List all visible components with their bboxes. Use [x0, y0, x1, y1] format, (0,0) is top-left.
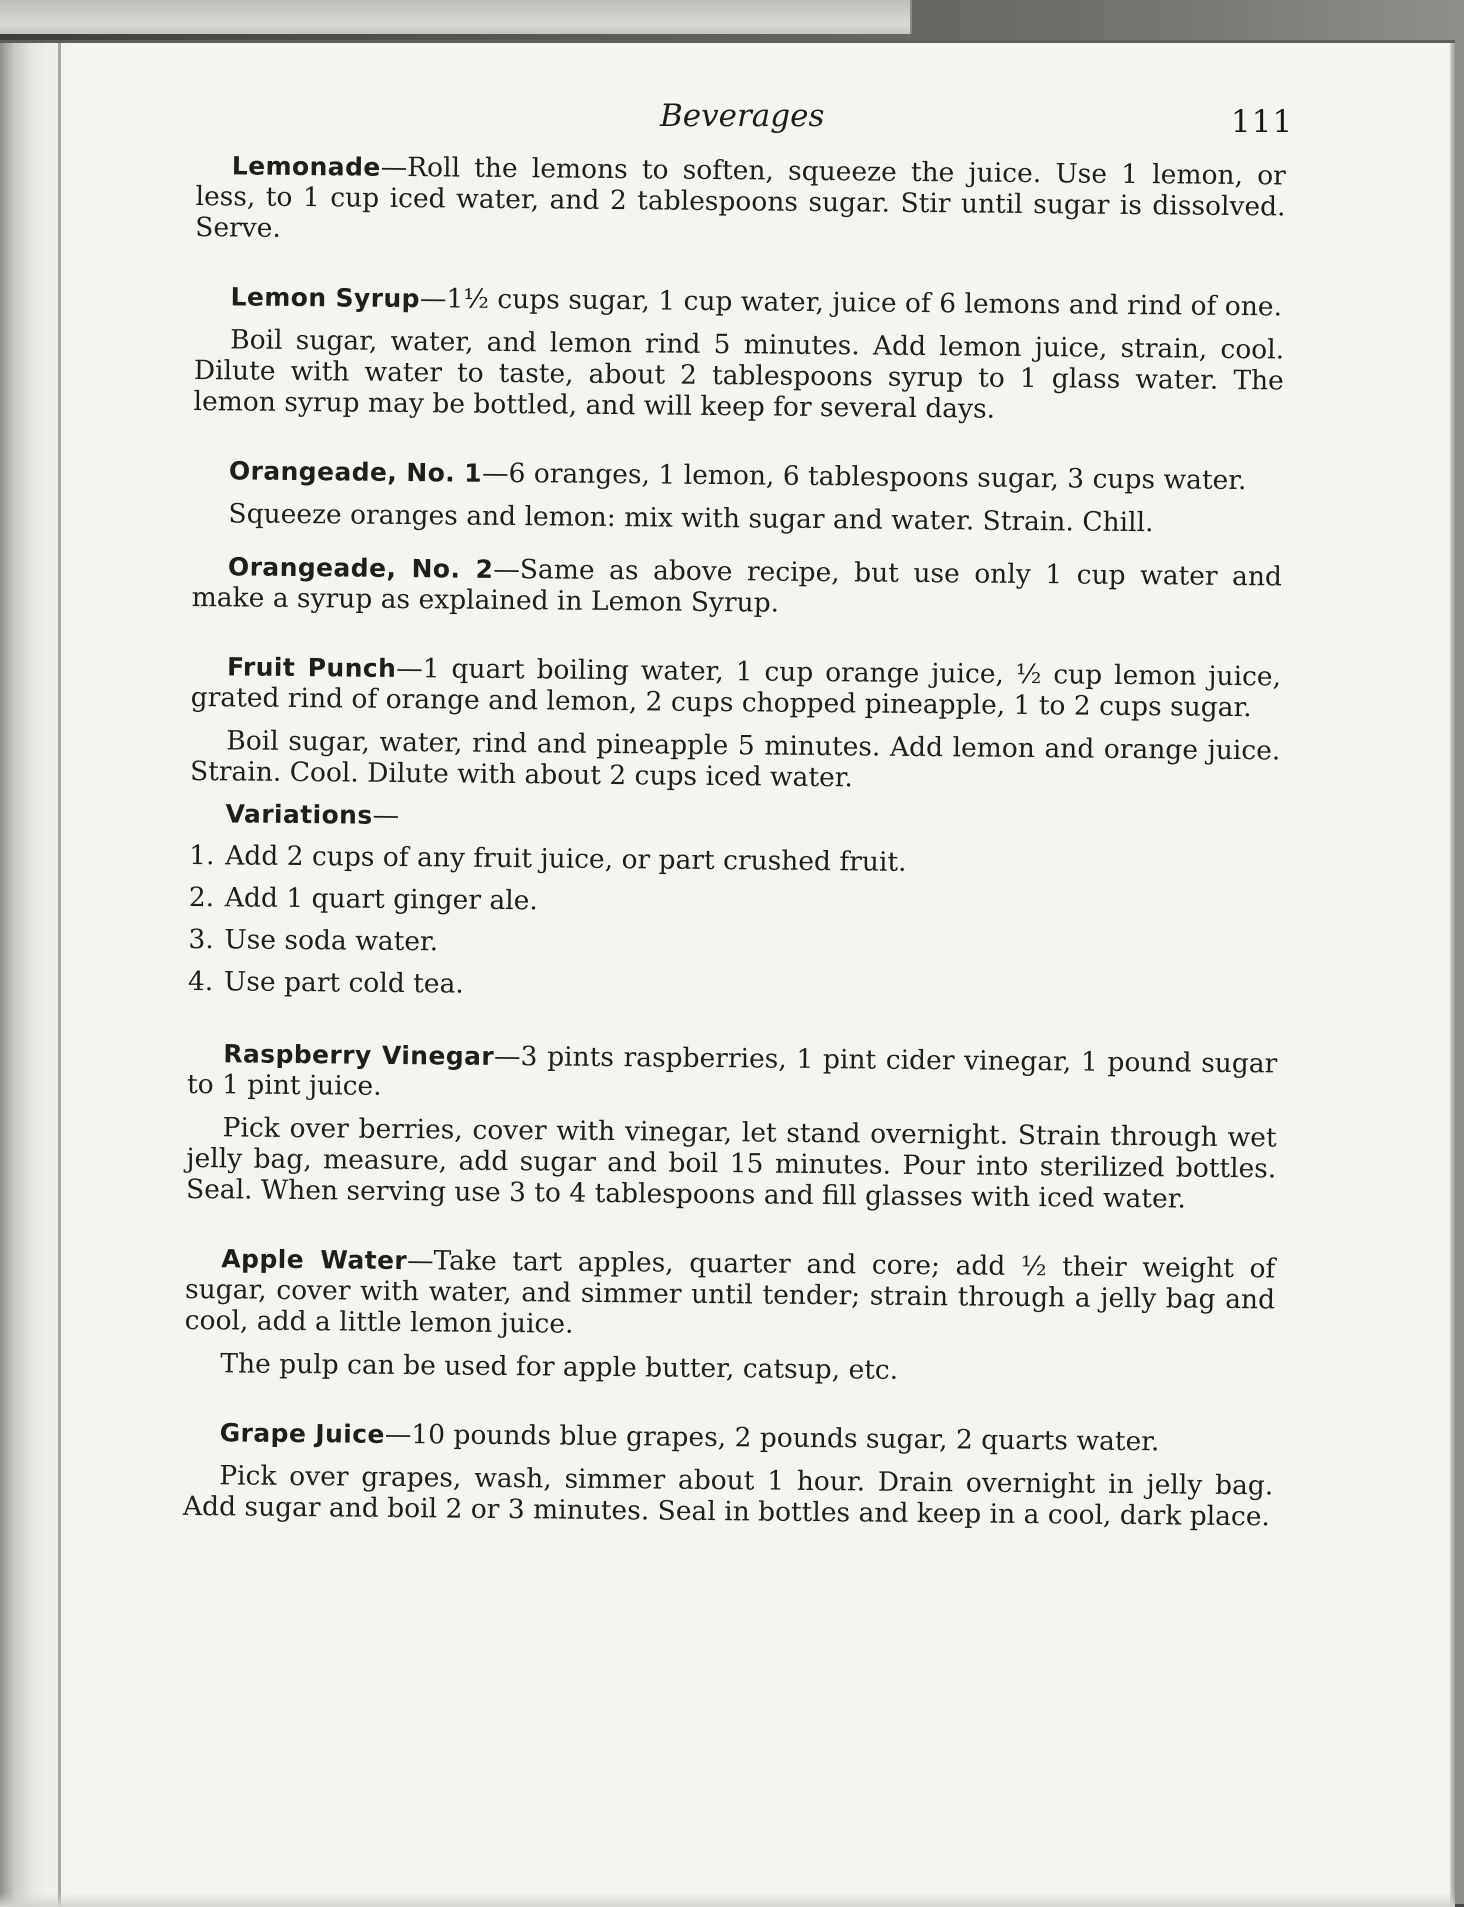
running-header-title: Beverages — [660, 98, 825, 134]
gutter-shadow — [0, 43, 72, 1907]
list-number: 2. — [188, 881, 215, 914]
list-item — [189, 881, 1279, 924]
variations-heading — [189, 798, 1279, 839]
recipe-intro — [192, 551, 1283, 623]
recipe-method: Squeeze oranges and lemon: mix with sugar and water. Strain. Chill. — [228, 498, 1154, 539]
list-item — [188, 965, 1278, 1008]
list-number: 1. — [189, 839, 215, 872]
list-number: 3. — [188, 923, 214, 956]
list-item — [189, 839, 1279, 882]
recipe-ingredients: —Roll the lemons to soften, squeeze the juice. Use 1 lemon, or less, to 1 cup iced water, and 2 tablespoons sugar. Stir until sugar is dissolved. Serve. — [195, 151, 1286, 244]
gutter-line — [58, 43, 61, 1907]
page-number: 111 — [1231, 104, 1294, 140]
recipe-method: The pulp can be used for apple butter, catsup, etc. — [220, 1348, 899, 1386]
recipe-title: Fruit Punch — [226, 652, 397, 683]
list-text: Use part cold tea. — [223, 966, 464, 1000]
recipe-fruit-punch — [188, 651, 1281, 1008]
recipe-ingredients: —3 pints raspberries, 1 pint cider vinegar, 1 pound sugar to 1 pint juice. — [186, 1040, 1278, 1102]
recipe-ingredients: —1 quart boiling water, 1 cup orange juice, ½ cup lemon juice, grated rind of orange and lemon, 2 cups chopped pineapple, 1 to 2 cups sugar. — [190, 652, 1282, 724]
recipe-title: Lemon Syrup — [230, 282, 421, 314]
recipe-apple-water — [184, 1243, 1275, 1389]
recipe-intro — [193, 455, 1283, 496]
recipe-method: Boil sugar, water, and lemon rind 5 minutes. Add lemon juice, strain, cool. Dilute with water to taste, about 2 tablespoons syrup to 1 glass water. The lemon syrup may be bottled, and will keep for several days. — [193, 324, 1285, 425]
recipe-grape-juice — [183, 1417, 1274, 1532]
variations-title: Variations — [225, 799, 373, 830]
list-text: Add 1 quart ginger ale. — [224, 882, 538, 917]
recipe-intro — [184, 1417, 1274, 1458]
recipe-title: Raspberry Vinegar — [223, 1039, 495, 1071]
list-text: Use soda water. — [224, 924, 439, 958]
recipe-raspberry-vinegar — [186, 1038, 1278, 1215]
recipe-ingredients: —1½ cups sugar, 1 cup water, juice of 6 lemons and rind of one. — [419, 283, 1283, 323]
recipe-method: Boil sugar, water, rind and pineapple 5 minutes. Add lemon and orange juice. Strain. Cool. Dilute with about 2 cups iced water. — [189, 725, 1281, 794]
page-content — [183, 150, 1286, 1554]
variations-dash: — — [372, 799, 400, 831]
recipe-intro — [185, 1243, 1276, 1346]
recipe-method: Pick over berries, cover with vinegar, let stand overnight. Strain through wet jelly bag, measure, add sugar and boil 15 minutes. Pour into sterilized bottles. Seal. When serving use 3 to 4 tablespoons and fill glasses with iced water. — [185, 1112, 1277, 1215]
recipe-title: Orangeade, No. 2 — [227, 552, 494, 584]
recipe-title: Apple Water — [221, 1244, 408, 1276]
page-bottom-edge — [0, 1893, 1455, 1907]
recipe-method: Pick over grapes, wash, simmer about 1 hour. Drain overnight in jelly bag. Add sugar and boil 2 or 3 minutes. Seal in bottles and keep in a cool, dark place. — [182, 1460, 1274, 1533]
recipe-orangeade-2 — [192, 551, 1283, 623]
recipe-ingredients: —Same as above recipe, but use only 1 cup water and make a syrup as explained in Lemon Syrup. — [191, 553, 1283, 619]
recipe-intro — [194, 281, 1284, 322]
recipe-ingredients: —Take tart apples, quarter and core; add ½ their weight of sugar, cover with water, and simmer until tender; strain through a jelly bag and cool, add a little lemon juice. — [184, 1245, 1276, 1340]
recipe-ingredients: —6 oranges, 1 lemon, 6 tablespoons sugar, 3 cups water. — [481, 457, 1247, 497]
variations-list — [188, 839, 1279, 1008]
recipe-ingredients: —10 pounds blue grapes, 2 pounds sugar, 2 quarts water. — [384, 1418, 1160, 1458]
recipe-orangeade-1 — [192, 455, 1283, 539]
recipe-intro — [191, 651, 1282, 723]
adjacent-page-edge — [0, 0, 912, 34]
recipe-title: Grape Juice — [219, 1418, 385, 1449]
recipe-lemonade — [195, 150, 1286, 253]
recipe-intro — [187, 1038, 1278, 1110]
list-text: Add 2 cups of any fruit juice, or part crushed fruit. — [225, 840, 907, 878]
recipe-lemon-syrup — [193, 281, 1284, 427]
page-edge — [1450, 43, 1455, 1907]
list-item — [188, 923, 1278, 966]
recipe-intro — [195, 150, 1286, 253]
recipe-title: Lemonade — [231, 151, 381, 182]
list-number: 4. — [187, 965, 214, 998]
recipe-title: Orangeade, No. 1 — [228, 456, 483, 488]
